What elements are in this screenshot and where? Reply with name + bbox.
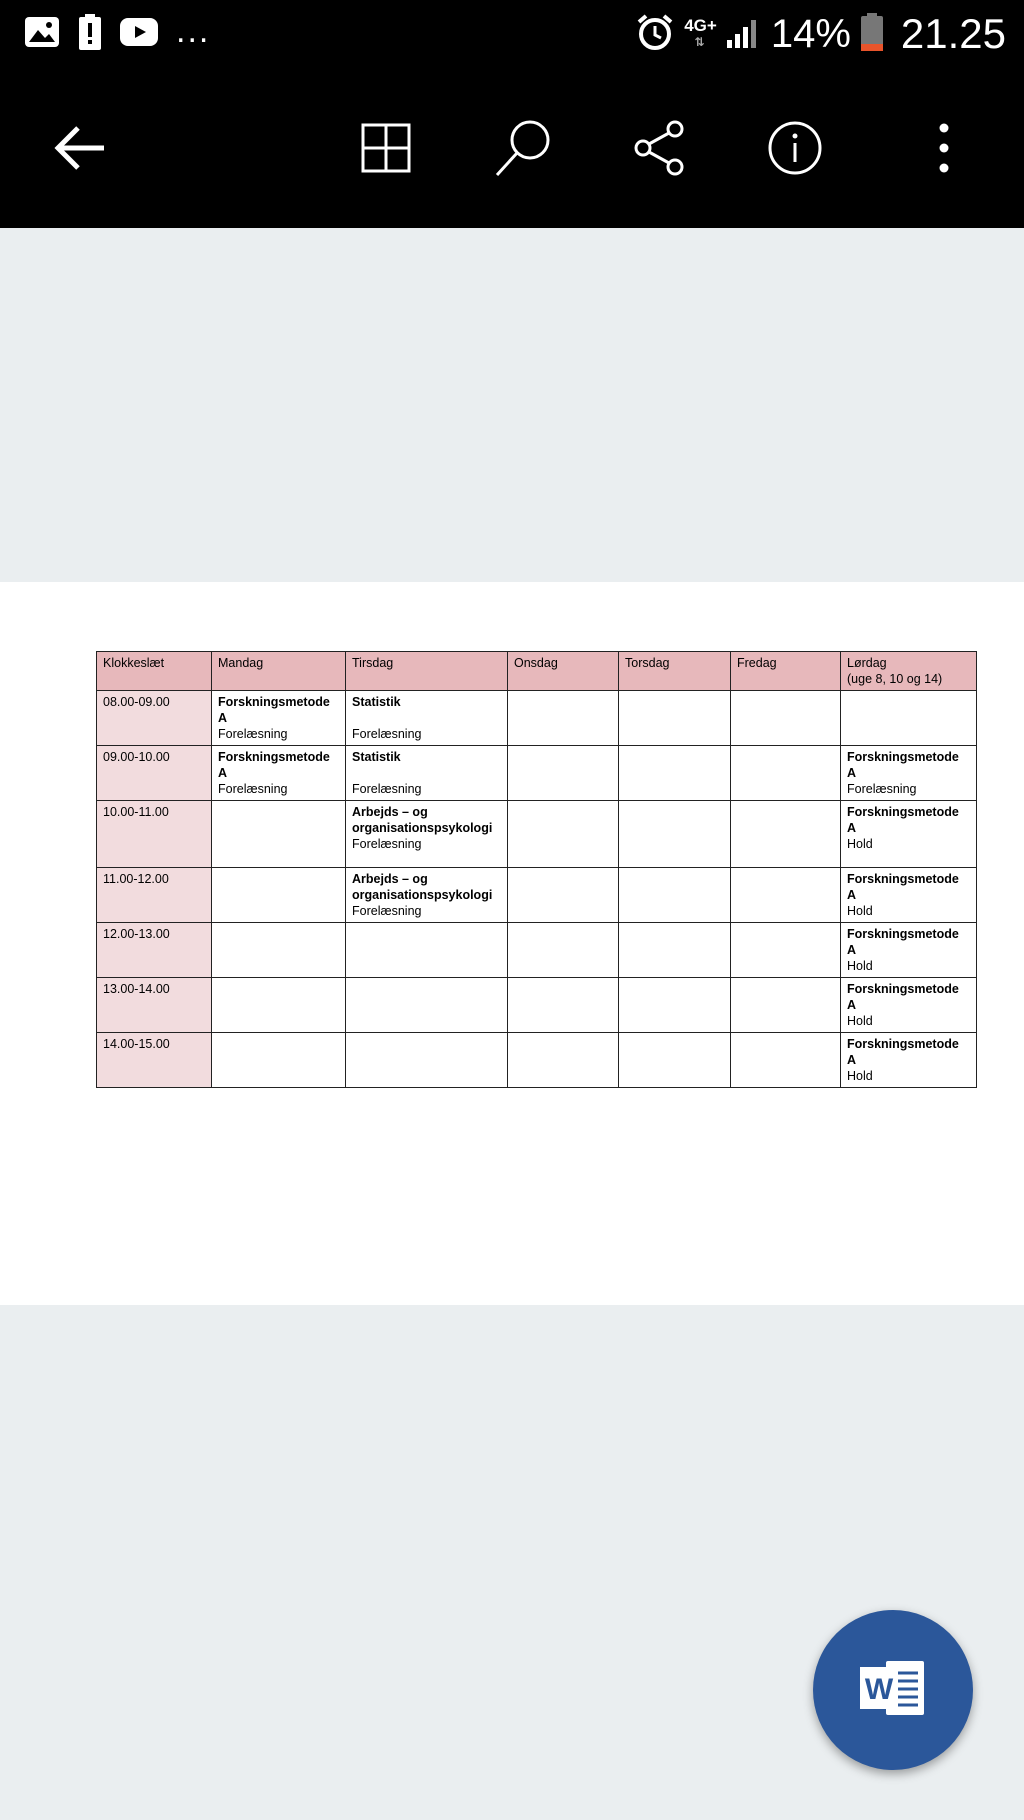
cell-thursday: [619, 746, 731, 801]
cell-thursday: [619, 868, 731, 923]
cell-monday: [212, 691, 346, 746]
session-type: Forelæsning: [847, 782, 917, 796]
course-name: Statistik: [352, 695, 401, 709]
cell-saturday: [841, 746, 977, 801]
gallery-icon: [24, 16, 60, 53]
cell-saturday: [841, 1033, 977, 1088]
course-name: Forskningsmetode A: [847, 1037, 959, 1067]
course-name: Statistik: [352, 750, 401, 764]
session-type: Forelæsning: [352, 904, 422, 918]
more-options-button[interactable]: [902, 108, 986, 192]
share-button[interactable]: [618, 108, 702, 192]
cell-monday: [212, 801, 346, 868]
cell-saturday: [841, 923, 977, 978]
col-header-monday: Mandag: [212, 652, 346, 691]
course-name: Forskningsmetode A: [847, 982, 959, 1012]
grid-view-button[interactable]: [344, 108, 428, 192]
info-icon: [767, 120, 823, 181]
network-indicator: [684, 18, 717, 50]
table-row: [97, 978, 977, 1033]
saturday-note: (uge 8, 10 og 14): [847, 672, 943, 686]
cell-tuesday: [346, 923, 508, 978]
session-type: Forelæsning: [352, 782, 422, 796]
cell-friday: [731, 1033, 841, 1088]
session-type: Hold: [847, 837, 873, 851]
cell-friday: [731, 868, 841, 923]
course-name-line2: organisationspsykologi: [352, 821, 493, 835]
cell-monday: [212, 1033, 346, 1088]
time-cell: 10.00-11.00: [97, 801, 212, 868]
word-letter: W: [864, 1672, 894, 1706]
session-type: Forelæsning: [352, 727, 422, 741]
saturday-label: Lørdag: [847, 656, 887, 670]
course-name: Forskningsmetode A: [847, 805, 959, 835]
time-cell: 08.00-09.00: [97, 691, 212, 746]
cell-thursday: [619, 978, 731, 1033]
cell-wednesday: [508, 978, 619, 1033]
cell-tuesday: [346, 801, 508, 868]
time-cell: 14.00-15.00: [97, 1033, 212, 1088]
course-name: Forskningsmetode A: [847, 927, 959, 957]
battery-icon: [861, 13, 883, 56]
col-header-time: Klokkeslæt: [97, 652, 212, 691]
cell-friday: [731, 746, 841, 801]
cell-monday: [212, 746, 346, 801]
data-arrows-icon: ⇅: [694, 35, 707, 49]
cell-saturday: [841, 868, 977, 923]
word-icon: [858, 1653, 928, 1728]
share-icon: [632, 120, 688, 181]
more-notifications-indicator: ...: [176, 11, 211, 50]
back-button[interactable]: [38, 108, 122, 192]
header-row: [97, 652, 977, 691]
table-row: [97, 1033, 977, 1088]
cell-friday: [731, 801, 841, 868]
cell-wednesday: [508, 691, 619, 746]
cell-tuesday: [346, 746, 508, 801]
cell-friday: [731, 978, 841, 1033]
cell-saturday: [841, 691, 977, 746]
session-type: Forelæsning: [218, 727, 288, 741]
time-cell: 13.00-14.00: [97, 978, 212, 1033]
grid-view-icon: [361, 123, 411, 178]
course-name-line2: organisationspsykologi: [352, 888, 493, 902]
app-toolbar: [0, 72, 1024, 228]
cell-monday: [212, 868, 346, 923]
time-cell: 12.00-13.00: [97, 923, 212, 978]
session-type: Hold: [847, 959, 873, 973]
course-name: Forskningsmetode A: [218, 695, 330, 725]
cell-thursday: [619, 923, 731, 978]
cell-thursday: [619, 1033, 731, 1088]
col-header-tuesday: Tirsdag: [346, 652, 508, 691]
session-type: Forelæsning: [218, 782, 288, 796]
table-row: [97, 923, 977, 978]
table-row: [97, 746, 977, 801]
network-type-label: 4G+: [684, 16, 717, 35]
youtube-icon: [120, 18, 158, 51]
cell-tuesday: [346, 868, 508, 923]
cell-tuesday: [346, 978, 508, 1033]
cell-friday: [731, 691, 841, 746]
cell-wednesday: [508, 868, 619, 923]
cell-wednesday: [508, 1033, 619, 1088]
clock: 21.25: [900, 10, 1006, 57]
col-header-thursday: Torsdag: [619, 652, 731, 691]
cell-saturday: [841, 978, 977, 1033]
course-name: Forskningsmetode A: [847, 872, 959, 902]
session-type: Hold: [847, 1014, 873, 1028]
open-in-word-button[interactable]: [813, 1610, 973, 1770]
cell-tuesday: [346, 1033, 508, 1088]
cell-friday: [731, 923, 841, 978]
cell-wednesday: [508, 801, 619, 868]
course-name-line1: Arbejds – og: [352, 872, 428, 886]
cell-monday: [212, 978, 346, 1033]
schedule-table: [96, 651, 977, 1088]
battery-percent: 14%: [770, 11, 851, 56]
time-cell: 09.00-10.00: [97, 746, 212, 801]
search-button[interactable]: [482, 108, 566, 192]
col-header-friday: Fredag: [731, 652, 841, 691]
back-arrow-icon: [54, 126, 106, 175]
cell-wednesday: [508, 746, 619, 801]
course-name: Forskningsmetode A: [218, 750, 330, 780]
search-icon: [494, 118, 554, 183]
table-row: [97, 868, 977, 923]
cell-wednesday: [508, 923, 619, 978]
info-button[interactable]: [753, 108, 837, 192]
session-type: Hold: [847, 1069, 873, 1083]
document-page[interactable]: [0, 582, 1024, 1305]
session-type: Hold: [847, 904, 873, 918]
table-row: [97, 801, 977, 868]
signal-icon: [727, 16, 761, 53]
battery-alert-icon: [78, 14, 102, 55]
status-bar: [0, 0, 1024, 72]
course-name: Forskningsmetode A: [847, 750, 959, 780]
cell-saturday: [841, 801, 977, 868]
course-name-line1: Arbejds – og: [352, 805, 428, 819]
table-row: [97, 691, 977, 746]
col-header-wednesday: Onsdag: [508, 652, 619, 691]
cell-thursday: [619, 691, 731, 746]
session-type: Forelæsning: [352, 837, 422, 851]
more-vert-icon: [938, 123, 950, 178]
cell-monday: [212, 923, 346, 978]
time-cell: 11.00-12.00: [97, 868, 212, 923]
col-header-saturday: [841, 652, 977, 691]
alarm-icon: [636, 13, 674, 56]
cell-tuesday: [346, 691, 508, 746]
cell-thursday: [619, 801, 731, 868]
